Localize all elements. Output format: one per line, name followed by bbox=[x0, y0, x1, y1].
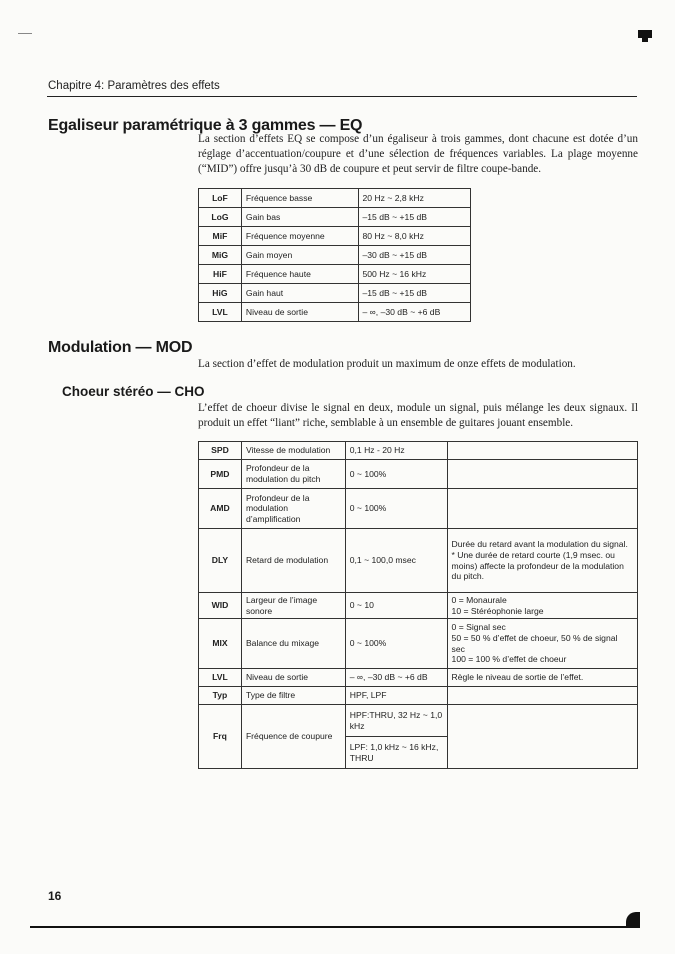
param-range: 80 Hz ~ 8,0 kHz bbox=[358, 227, 471, 246]
table-row bbox=[199, 619, 638, 669]
param-name: Fréquence basse bbox=[241, 189, 358, 208]
note-line: 0 = Monaurale bbox=[451, 594, 507, 605]
table-row bbox=[199, 265, 471, 284]
table-row bbox=[199, 687, 638, 705]
param-code: HiG bbox=[199, 284, 242, 303]
param-code: LoF bbox=[199, 189, 242, 208]
param-code: AMD bbox=[199, 489, 242, 529]
param-note bbox=[447, 687, 637, 705]
param-range-split bbox=[345, 705, 447, 769]
cho-section-title: Choeur stéréo — CHO bbox=[62, 384, 205, 399]
param-note bbox=[447, 619, 637, 669]
top-dash-mark bbox=[18, 33, 32, 34]
cho-intro-paragraph: L’effet de choeur divise le signal en deux, module un signal, puis mélange les deux signaux. Il produit un effet “liant” riche, semblable à un ensemble de guitares jouant ensemble. bbox=[198, 402, 638, 430]
param-name: Fréquence moyenne bbox=[241, 227, 358, 246]
param-range: 0,1 Hz - 20 Hz bbox=[345, 442, 447, 460]
table-row bbox=[199, 189, 471, 208]
param-range: –30 dB ~ +15 dB bbox=[358, 246, 471, 265]
note-line: Durée du retard avant la modulation du signal. bbox=[451, 539, 628, 550]
chorus-parameter-table bbox=[198, 441, 638, 769]
param-name: Fréquence de coupure bbox=[241, 705, 345, 769]
mod-intro-paragraph: La section d’effet de modulation produit un maximum de onze effets de modulation. bbox=[198, 358, 576, 370]
param-code: LoG bbox=[199, 208, 242, 227]
param-note bbox=[447, 489, 637, 529]
param-note bbox=[447, 593, 637, 619]
note-line: 10 = Stéréophonie large bbox=[451, 605, 544, 616]
param-range: –15 dB ~ +15 dB bbox=[358, 284, 471, 303]
note-line: * Une durée de retard courte (1,9 msec. ou moins) affecte la profondeur de la modulation du pitch. bbox=[451, 549, 624, 582]
param-range: 0 ~ 10 bbox=[345, 593, 447, 619]
table-row bbox=[199, 669, 638, 687]
param-range: 20 Hz ~ 2,8 kHz bbox=[358, 189, 471, 208]
footer-rule bbox=[30, 926, 640, 928]
note-line: 100 = 100 % d’effet de choeur bbox=[451, 654, 567, 665]
param-code: LVL bbox=[199, 669, 242, 687]
param-range: 500 Hz ~ 16 kHz bbox=[358, 265, 471, 284]
param-range: 0,1 ~ 100,0 msec bbox=[345, 529, 447, 593]
note-line: 50 = 50 % d’effet de choeur, 50 % de signal sec bbox=[451, 632, 618, 654]
corner-tab-mark bbox=[638, 30, 652, 38]
param-name: Gain moyen bbox=[241, 246, 358, 265]
chapter-heading: Chapitre 4: Paramètres des effets bbox=[48, 80, 220, 92]
param-name: Niveau de sortie bbox=[241, 303, 358, 322]
table-row bbox=[199, 489, 638, 529]
param-name: Largeur de l’image sonore bbox=[241, 593, 345, 619]
param-note bbox=[447, 460, 637, 489]
param-name: Balance du mixage bbox=[241, 619, 345, 669]
param-code: DLY bbox=[199, 529, 242, 593]
param-code: MIX bbox=[199, 619, 242, 669]
eq-intro-paragraph: La section d’effets EQ se compose d’un égaliseur à trois gammes, dont chacune est dotée d’un réglage d’accentuation/coupure et d’une sélection de fréquences variables. La plage moyenne (“MID”) offre jusqu’à 30 dB de coupure et peut servir de filtre coupe-bande. bbox=[198, 133, 638, 176]
param-range: 0 ~ 100% bbox=[345, 619, 447, 669]
param-range: – ∞, –30 dB ~ +6 dB bbox=[358, 303, 471, 322]
param-range: –15 dB ~ +15 dB bbox=[358, 208, 471, 227]
param-note: Règle le niveau de sortie de l’effet. bbox=[447, 669, 637, 687]
table-row bbox=[199, 442, 638, 460]
range-hpf: HPF:THRU, 32 Hz ~ 1,0 kHz bbox=[346, 705, 447, 737]
mod-section-title: Modulation — MOD bbox=[48, 339, 193, 356]
param-code: Frq bbox=[199, 705, 242, 769]
eq-parameter-table bbox=[198, 188, 471, 322]
param-name: Gain haut bbox=[241, 284, 358, 303]
footer-corner-mark bbox=[626, 912, 640, 928]
param-range: 0 ~ 100% bbox=[345, 460, 447, 489]
range-lpf: LPF: 1,0 kHz ~ 16 kHz, THRU bbox=[349, 741, 439, 763]
param-name: Retard de modulation bbox=[241, 529, 345, 593]
table-row bbox=[199, 460, 638, 489]
param-note bbox=[447, 442, 637, 460]
note-line: 0 = Signal sec bbox=[451, 622, 506, 633]
param-code: MiF bbox=[199, 227, 242, 246]
table-row bbox=[199, 593, 638, 619]
param-note bbox=[447, 705, 637, 769]
param-code: Typ bbox=[199, 687, 242, 705]
param-code: HiF bbox=[199, 265, 242, 284]
table-row bbox=[199, 227, 471, 246]
param-code: LVL bbox=[199, 303, 242, 322]
param-range: 0 ~ 100% bbox=[345, 489, 447, 529]
param-range: – ∞, –30 dB ~ +6 dB bbox=[345, 669, 447, 687]
param-code: WID bbox=[199, 593, 242, 619]
param-name: Fréquence haute bbox=[241, 265, 358, 284]
param-code: MiG bbox=[199, 246, 242, 265]
table-row bbox=[199, 303, 471, 322]
eq-section-title: Egaliseur paramétrique à 3 gammes — EQ bbox=[48, 117, 363, 134]
param-name: Niveau de sortie bbox=[241, 669, 345, 687]
param-name: Type de filtre bbox=[241, 687, 345, 705]
table-row bbox=[199, 208, 471, 227]
param-code: PMD bbox=[199, 460, 242, 489]
param-code: SPD bbox=[199, 442, 242, 460]
header-rule bbox=[47, 96, 637, 97]
page-number: 16 bbox=[48, 889, 62, 903]
param-note bbox=[447, 529, 637, 593]
param-range: HPF, LPF bbox=[345, 687, 447, 705]
table-row bbox=[199, 705, 638, 769]
table-row bbox=[199, 246, 471, 265]
table-row bbox=[199, 284, 471, 303]
table-row bbox=[199, 529, 638, 593]
param-name: Gain bas bbox=[241, 208, 358, 227]
param-name: Profondeur de la modulation d’amplification bbox=[241, 489, 345, 529]
param-name: Profondeur de la modulation du pitch bbox=[241, 460, 345, 489]
param-name: Vitesse de modulation bbox=[241, 442, 345, 460]
